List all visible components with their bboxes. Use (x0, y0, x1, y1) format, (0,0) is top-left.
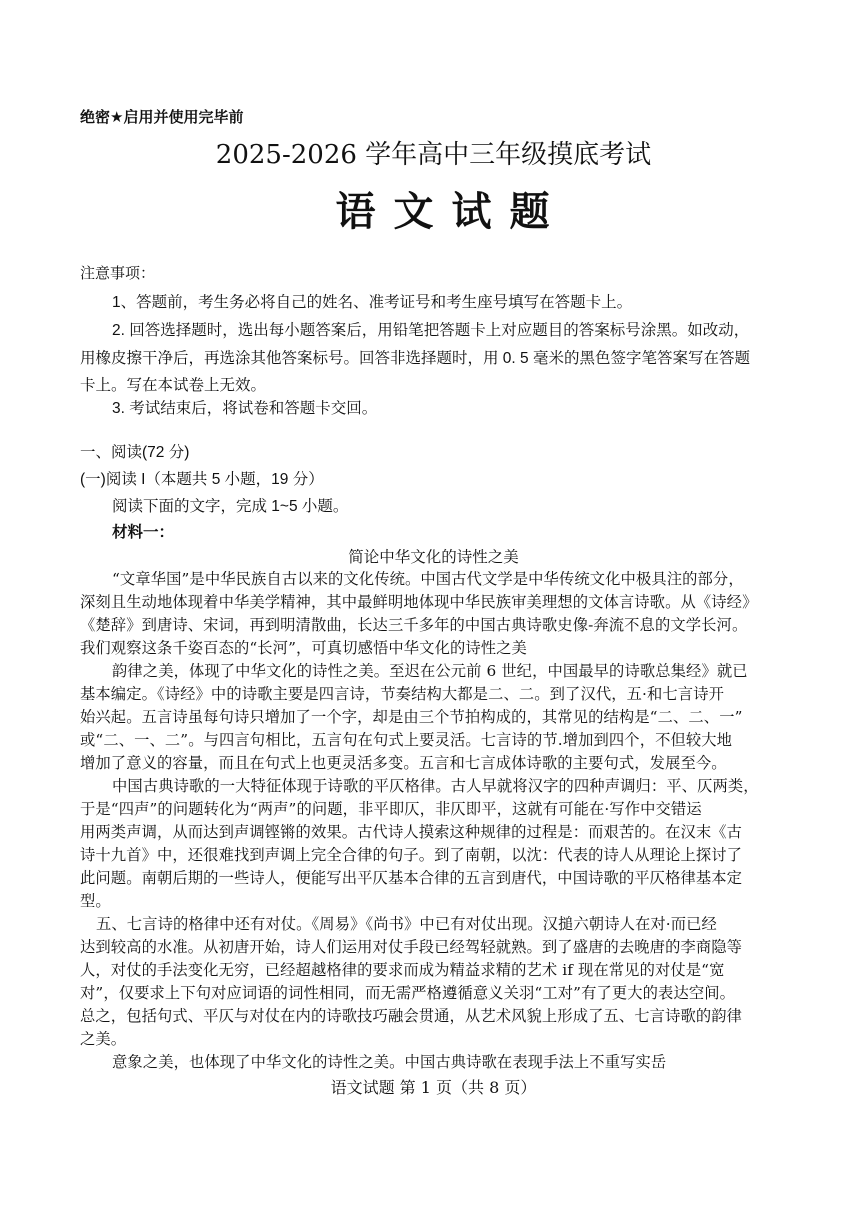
exam-title: 2025-2026 学年高中三年级摸底考试 (215, 140, 652, 170)
article-line: 增加了意义的容量，而且在句式上也更灵活多变。五言和七言成体诗歌的主要句式，发展至今。 (80, 754, 727, 772)
article-line: 此问题。南朝后期的一些诗人，便能写出平仄基本合律的五言到唐代，中国诗歌的平仄格律基本定 (80, 869, 743, 887)
note-line-2: 2. 回答选择题时，选出每小题答案后，用铅笔把答题卡上对应题目的答案标号涂黑。如改动， (112, 322, 750, 339)
subsection-heading: (一)阅读 I（本题共 5 小题，19 分） (80, 471, 324, 488)
article-line: “文章华国”是中华民族自古以来的文化传统。中国古代文学是中华传统文化中极具注的部分， (112, 570, 744, 588)
article-line: 总之，包括句式、平仄与对仗在内的诗歌技巧融会贯通，从艺术风貌上形成了五、七言诗歌的韵律 (80, 1007, 743, 1025)
notes-heading: 注意事项： (80, 265, 156, 282)
article-line: 意象之美，也体现了中华文化的诗性之美。中国古典诗歌在表现手法上不重写实岳 (112, 1053, 667, 1071)
note-line-1: 1、答题前，考生务必将自己的姓名、准考证号和考生座号填写在答题卡上。 (112, 294, 633, 311)
article-line: 基本编定。《诗经》中的诗歌主要是四言诗，节奏结构大都是二、二。到了汉代，五·和七言诗开 (80, 685, 724, 703)
article-line: 对”，仅要求上下句对应词语的词性相同，而无需严格遵循意义关羽“工对”有了更大的表达空间。 (80, 984, 736, 1002)
note-line-4: 卡上。写在本试卷上无效。 (80, 377, 267, 394)
note-line-3: 用橡皮擦干净后，再选涂其他答案标号。回答非选择题时，用 0. 5 毫米的黑色签字笔答案写在答题 (80, 350, 750, 367)
article-line: 人，对仗的手法变化无穷，已经超越格律的要求而成为精益求精的艺术 if 现在常见的对仗是“宽 (80, 961, 725, 979)
article-line: 韵律之美，体现了中华文化的诗性之美。至迟在公元前 6 世纪，中国最早的诗歌总集经》就已 (112, 662, 748, 680)
article-line: 始兴起。五言诗虽每句诗只增加了一个字，却是由三个节拍构成的，其常见的结构是“二、二、一” (80, 708, 743, 726)
article-line: 《楚辞》到唐诗、宋词，再到明清散曲，长达三千多年的中国古典诗歌史像-奔流不息的文学长河。 (80, 616, 748, 634)
subject-title: 语文试题 (335, 188, 568, 235)
section-heading: 一、阅读(72 分) (80, 444, 190, 461)
article-line: 诗十九首》中，还很难找到声调上完全合律的句子。到了南朝，以沈：代表的诗人从理论上探讨了 (80, 846, 743, 864)
article-title: 简论中华文化的诗性之美 (348, 549, 519, 566)
article-line: 用两类声调，从而达到声调铿锵的效果。古代诗人摸索这种规律的过程是：而艰苦的。在汉末《古 (80, 823, 743, 841)
article-line: 或“二、一、二”。与四言句相比，五言句在句式上要灵活。七言诗的节.增加到四个，不但较大地 (80, 731, 733, 749)
confidential-label: 绝密★启用并使用完毕前 (80, 109, 244, 126)
article-line: 之美。 (80, 1030, 127, 1048)
article-line: 我们观察这条千姿百态的“长河”，可真切感悟中华文化的诗性之美 (80, 639, 527, 657)
article-line: 中国古典诗歌的一大特征体现于诗歌的平仄格律。古人早就将汉字的四种声调归：平、仄两类， (112, 777, 759, 795)
page-footer: 语文试题 第 1 页（共 8 页） (330, 1078, 537, 1097)
note-line-5: 3. 考试结束后，将试卷和答题卡交回。 (112, 400, 378, 417)
article-line: 达到较高的水准。从初唐开始，诗人们运用对仗手段已经驾轻就熟。到了盛唐的去晚唐的李商隐等 (80, 938, 743, 956)
article-line: 于是“四声”的问题转化为“两声”的问题，非平即仄，非仄即平，这就有可能在·写作中交错运 (80, 800, 702, 818)
material-label: 材料一： (112, 524, 175, 541)
article-line: 型。 (80, 892, 111, 910)
reading-instruction: 阅读下面的文字，完成 1~5 小题。 (112, 498, 349, 515)
article-line: 深刻且生动地体现着中华美学精神，其中最鲜明地体现中华民族审美理想的文体言诗歌。从《诗经》 (80, 593, 758, 611)
article-line: 五、七言诗的格律中还有对仗。《周易》《尚书》中已有对仗出现。汉搥六朝诗人在对·而已经 (96, 915, 717, 933)
